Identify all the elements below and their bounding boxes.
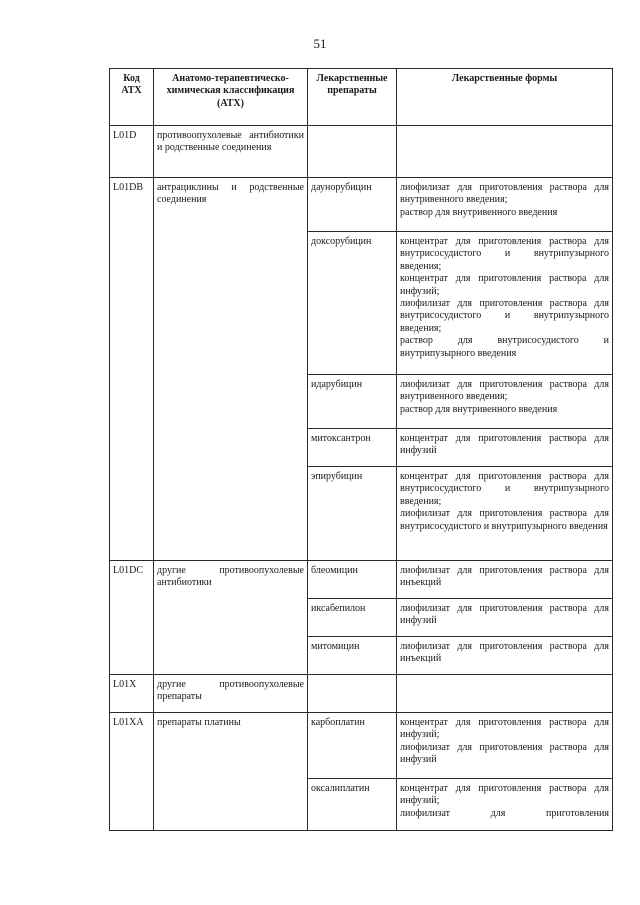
- form-line: концентрат для приготовления раствора для внутрисосудистого и внутрипузырного введения;: [400, 471, 609, 507]
- drug-forms: [397, 637, 613, 675]
- table-row: [110, 713, 613, 779]
- atx-code: L01XA: [110, 713, 154, 831]
- atx-code: L01DB: [110, 178, 154, 561]
- atx-table: [109, 68, 613, 831]
- drug-name: [308, 675, 397, 713]
- atx-description: противоопухолевые антибиотики и родственные соединения: [154, 126, 308, 178]
- drug-forms: [397, 232, 613, 375]
- drug-forms: [397, 375, 613, 429]
- drug-forms: [397, 599, 613, 637]
- atx-code: L01DC: [110, 561, 154, 675]
- header-drugs: Лекарственные препараты: [308, 69, 397, 126]
- drug-forms: [397, 467, 613, 561]
- form-line: лиофилизат для приготовления: [400, 807, 609, 819]
- page-number: 51: [313, 36, 327, 51]
- header-forms: Лекарственные формы: [397, 69, 613, 126]
- atx-code: L01D: [110, 126, 154, 178]
- drug-name: блеомицин: [308, 561, 397, 599]
- drug-forms: [397, 429, 613, 467]
- drug-forms: [397, 675, 613, 713]
- header-code: Код АТХ: [110, 69, 154, 126]
- form-line: лиофилизат для приготовления раствора для внутрисосудистого и внутрипузырного введения: [400, 508, 609, 532]
- form-line: лиофилизат для приготовления раствора для внутрисосудистого и внутрипузырного введения;: [400, 298, 609, 334]
- drug-forms: [397, 178, 613, 232]
- drug-name: митомицин: [308, 637, 397, 675]
- drug-forms: [397, 779, 613, 831]
- form-line: лиофилизат для приготовления раствора для инъекций: [400, 565, 609, 589]
- drug-name: идарубицин: [308, 375, 397, 429]
- drug-name: оксалиплатин: [308, 779, 397, 831]
- table-row: [110, 126, 613, 178]
- form-line: концентрат для приготовления раствора для инфузий;: [400, 783, 609, 807]
- drug-forms: [397, 713, 613, 779]
- drug-name: митоксантрон: [308, 429, 397, 467]
- atx-description: другие противоопухолевые антибиотики: [154, 561, 308, 675]
- drug-name: эпирубицин: [308, 467, 397, 561]
- drug-forms: [397, 561, 613, 599]
- table-row: [110, 675, 613, 713]
- drug-name: доксорубицин: [308, 232, 397, 375]
- atx-description: препараты платины: [154, 713, 308, 831]
- table-header-row: [110, 69, 613, 126]
- header-classification: Анатомо-терапевтическо-химическая классификация (АТХ): [154, 69, 308, 126]
- drug-name: карбоплатин: [308, 713, 397, 779]
- form-line: раствор для внутривенного введения: [400, 403, 558, 415]
- drug-name: [308, 126, 397, 178]
- form-line: концентрат для приготовления раствора для инфузий;: [400, 717, 609, 741]
- form-line: лиофилизат для приготовления раствора для инфузий: [400, 741, 609, 766]
- drug-name: иксабепилон: [308, 599, 397, 637]
- form-line: раствор для внутрисосудистого и внутрипузырного введения: [400, 335, 609, 359]
- form-line: лиофилизат для приготовления раствора для внутривенного введения;: [400, 182, 609, 206]
- form-line: концентрат для приготовления раствора для инфузий;: [400, 273, 609, 297]
- atx-description: другие противоопухолевые препараты: [154, 675, 308, 713]
- atx-description: антрациклины и родственные соединения: [154, 178, 308, 561]
- atx-code: L01X: [110, 675, 154, 713]
- form-line: концентрат для приготовления раствора для внутрисосудистого и внутрипузырного введения;: [400, 236, 609, 272]
- drug-forms: [397, 126, 613, 178]
- drug-name: даунорубицин: [308, 178, 397, 232]
- table-row: [110, 561, 613, 599]
- table-row: [110, 178, 613, 232]
- form-line: раствор для внутривенного введения: [400, 206, 558, 218]
- form-line: лиофилизат для приготовления раствора для внутривенного введения;: [400, 379, 609, 403]
- form-line: концентрат для приготовления раствора для инфузий: [400, 433, 609, 457]
- form-line: лиофилизат для приготовления раствора для инфузий: [400, 603, 609, 627]
- form-line: лиофилизат для приготовления раствора для инъекций: [400, 641, 609, 665]
